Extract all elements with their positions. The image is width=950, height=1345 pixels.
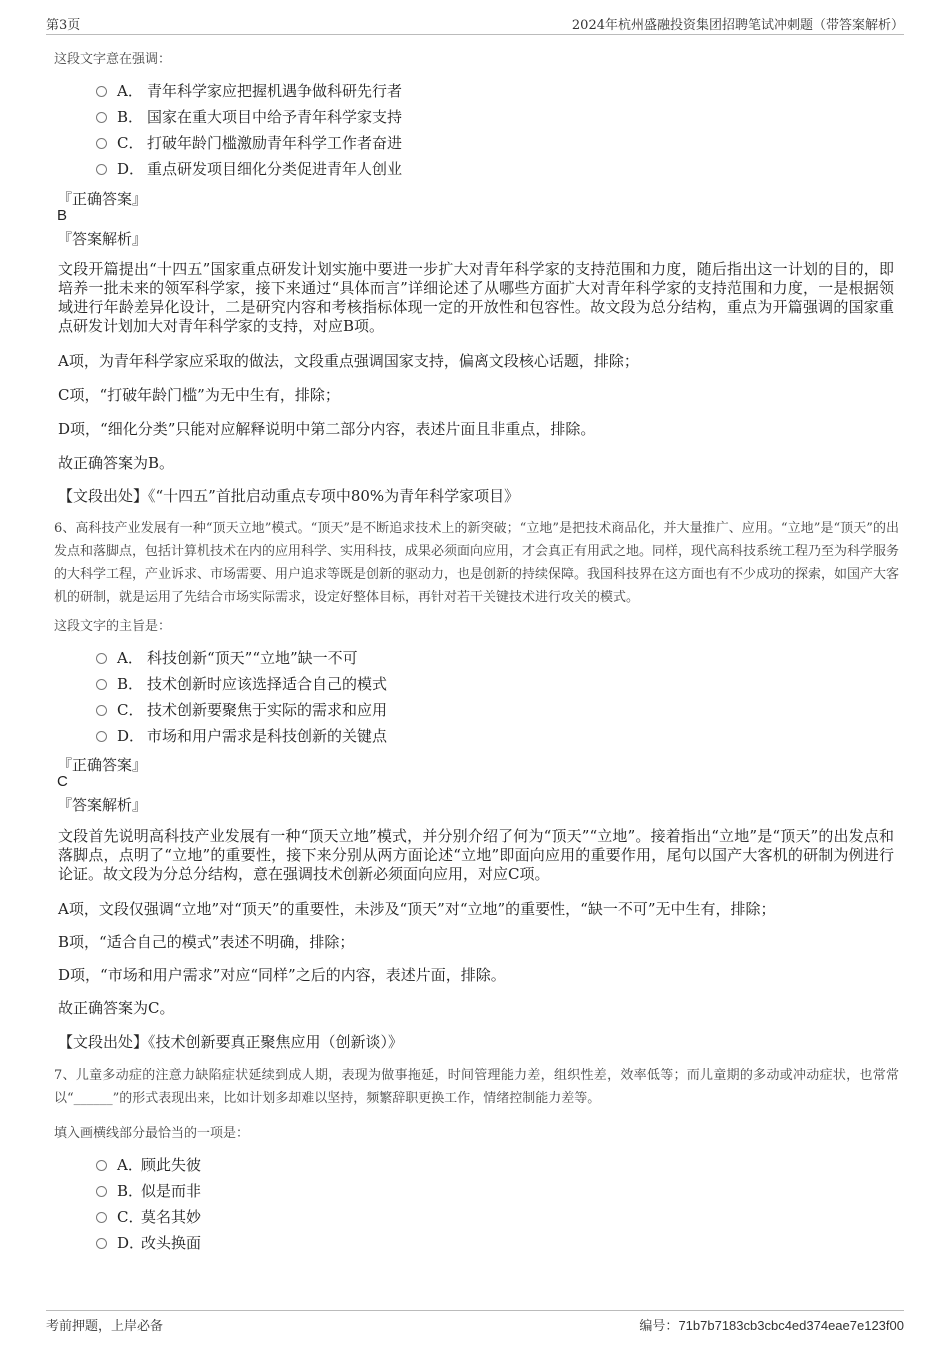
radio-icon[interactable] [96, 1212, 107, 1223]
q6-prompt: 这段文字的主旨是： [54, 619, 172, 634]
radio-icon[interactable] [96, 679, 107, 690]
q5-option-a[interactable]: A． 青年科学家应把握机遇争做科研先行者 [96, 80, 402, 102]
page-number: 第3页 [46, 18, 81, 33]
q6-answer-label: 『正确答案』 [57, 756, 148, 774]
q5-option-b[interactable]: B． 国家在重大项目中给予青年科学家支持 [96, 106, 402, 128]
q5-answer: B [57, 207, 68, 224]
q6-conclusion: 故正确答案为C。 [58, 999, 175, 1017]
q6-source: 【文段出处】《技术创新要真正聚焦应用（创新谈）》 [58, 1033, 404, 1051]
q6-option-d[interactable]: D． 市场和用户需求是科技创新的关键点 [96, 725, 387, 747]
q5-option-c[interactable]: C． 打破年龄门槛激励青年科学工作者奋进 [96, 132, 402, 154]
q6-analysis: 文段首先说明高科技产业发展有一种“顶天立地”模式，并分别介绍了何为“顶天”“立地”。接着指出“立地”是“顶天”的出发点和落脚点，点明了“立地”的重要性，接下来分别从两方面论述“立地”即面向应用的重要作用，尾句以国产大客机的研制为例进行论证。故文段为分总分结构，意在强调技术创新必须面向应用，对应C项。 [58, 827, 894, 883]
q7-option-b[interactable]: B．似是而非 [96, 1180, 201, 1202]
radio-icon[interactable] [96, 1186, 107, 1197]
q5-conclusion: 故正确答案为B。 [58, 454, 175, 472]
radio-icon[interactable] [96, 1238, 107, 1249]
q5-line-d: D项，“细化分类”只能对应解释说明中第二部分内容，表述片面且非重点，排除。 [58, 420, 596, 438]
q5-source: 【文段出处】《“十四五”首批启动重点专项中80%为青年科学家项目》 [58, 487, 520, 505]
q6-line-a: A项，文段仅强调“立地”对“顶天”的重要性，未涉及“顶天”对“立地”的重要性，“缺一不可”无中生有，排除； [58, 900, 776, 918]
q7-option-a[interactable]: A．顾此失彼 [96, 1154, 201, 1176]
q6-stem: 6、高科技产业发展有一种“顶天立地”模式。“顶天”是不断追求技术上的新突破；“立地”是把技术商品化，并大量推广、应用。“立地”是“顶天”的出发点和落脚点，包括计算机技术在内的应用科学、实用科技，成果必须面向应用，才会真正有用武之地。同样，现代高科技系统工程乃至为科学服务的大科学工程，产业诉求、市场需要、用户追求等既是创新的驱动力，也是创新的持续保障。我国科技界在这方面也有不少成功的探索，如国产大客机的研制，就是运用了先结合市场实际需求，设定好整体目标，再针对若干关键技术进行攻关的模式。 [54, 521, 900, 605]
radio-icon[interactable] [96, 1160, 107, 1171]
document-code: 编号：71b7b7183cb3cbc4ed374eae7e123f00 [639, 1318, 904, 1334]
q7-stem: 7、儿童多动症的注意力缺陷症状延续到成人期，表现为做事拖延，时间管理能力差，组织性差，效率低等；而儿童期的多动或冲动症状，也常常以“______”的形式表现出来，比如计划多却难以坚持，频繁辞职更换工作，情绪控制能力差等。 [54, 1068, 899, 1106]
radio-icon[interactable] [96, 705, 107, 716]
q5-line-a: A项，为青年科学家应采取的做法，文段重点强调国家支持，偏离文段核心话题，排除； [58, 352, 639, 370]
radio-icon[interactable] [96, 653, 107, 664]
radio-icon[interactable] [96, 86, 107, 97]
q7-option-d[interactable]: D．改头换面 [96, 1232, 201, 1254]
q6-option-b[interactable]: B． 技术创新时应该选择适合自己的模式 [96, 673, 387, 695]
page-header [46, 14, 904, 35]
radio-icon[interactable] [96, 112, 107, 123]
document-title: 2024年杭州盛融投资集团招聘笔试冲刺题（带答案解析） [571, 18, 904, 33]
footer-slogan: 考前押题，上岸必备 [46, 1319, 164, 1334]
q5-analysis: 文段开篇提出“十四五”国家重点研发计划实施中要进一步扩大对青年科学家的支持范围和力度，随后指出这一计划的目的，即培养一批未来的领军科学家，接下来通过“具体而言”详细论述了从哪些方面扩大对青年科学家的支持范围和力度，一是根据领域进行年龄差异化设计，二是研究内容和考核指标体现一定的开放性和包容性。故文段为总分结构，重点为开篇强调的国家重点研发计划加大对青年科学家的支持，对应B项。 [58, 260, 894, 335]
q5-answer-label: 『正确答案』 [57, 190, 148, 208]
q6-option-a[interactable]: A． 科技创新“顶天”“立地”缺一不可 [96, 647, 358, 669]
q6-analysis-label: 『答案解析』 [57, 796, 148, 814]
q5-line-c: C项，“打破年龄门槛”为无中生有，排除； [58, 386, 340, 404]
q5-analysis-label: 『答案解析』 [57, 230, 148, 248]
page-footer [46, 1310, 904, 1333]
q7-prompt: 填入画横线部分最恰当的一项是： [54, 1126, 250, 1141]
q6-line-b: B项，“适合自己的模式”表述不明确，排除； [58, 933, 355, 951]
radio-icon[interactable] [96, 138, 107, 149]
q7-option-c[interactable]: C．莫名其妙 [96, 1206, 201, 1228]
q5-prompt: 这段文字意在强调： [54, 52, 172, 67]
q6-answer: C [57, 773, 68, 790]
radio-icon[interactable] [96, 731, 107, 742]
q6-option-c[interactable]: C． 技术创新要聚焦于实际的需求和应用 [96, 699, 387, 721]
radio-icon[interactable] [96, 164, 107, 175]
q6-line-d: D项，“市场和用户需求”对应“同样”之后的内容，表述片面，排除。 [58, 966, 506, 984]
q5-option-d[interactable]: D． 重点研发项目细化分类促进青年人创业 [96, 158, 402, 180]
